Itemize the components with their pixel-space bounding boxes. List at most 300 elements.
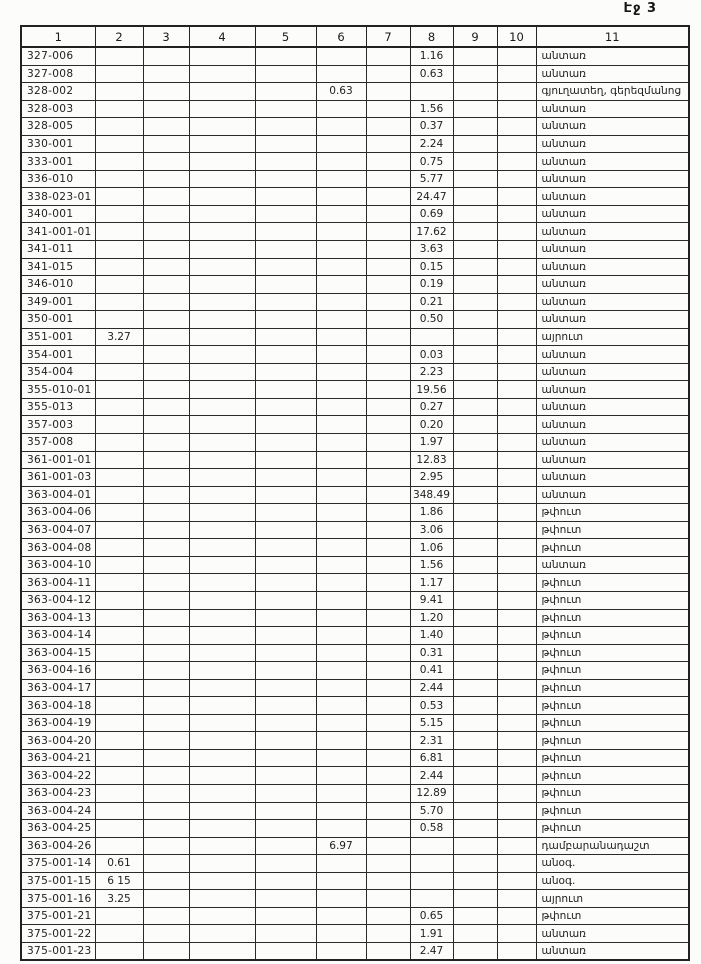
- value-cell: [143, 872, 189, 890]
- table-row: [21, 574, 689, 592]
- table-row: [21, 83, 689, 101]
- column-header: 10: [497, 26, 536, 47]
- value-cell: [316, 241, 366, 259]
- land-type-cell: անտառ: [536, 556, 689, 574]
- land-type-cell: անտառ: [536, 434, 689, 452]
- land-type-cell: անտառ: [536, 188, 689, 206]
- value-cell: [143, 416, 189, 434]
- value-cell: [316, 398, 366, 416]
- value-cell: 1.20: [410, 609, 453, 627]
- value-cell: [366, 188, 410, 206]
- value-cell: [95, 521, 143, 539]
- value-cell: [366, 714, 410, 732]
- value-cell: [255, 188, 316, 206]
- value-cell: [95, 591, 143, 609]
- value-cell: [453, 451, 497, 469]
- value-cell: [453, 732, 497, 750]
- page-number-label: Էջ 3: [623, 1, 657, 16]
- value-cell: [189, 205, 255, 223]
- value-cell: [366, 609, 410, 627]
- parcel-code-cell: 363-004-07: [21, 521, 95, 539]
- value-cell: [366, 890, 410, 908]
- value-cell: [497, 205, 536, 223]
- land-type-cell: դամբարանադաշտ: [536, 837, 689, 855]
- value-cell: [143, 346, 189, 364]
- value-cell: [366, 556, 410, 574]
- value-cell: [255, 258, 316, 276]
- column-header: 2: [95, 26, 143, 47]
- value-cell: [453, 820, 497, 838]
- value-cell: [453, 872, 497, 890]
- land-type-cell: անտառ: [536, 65, 689, 83]
- value-cell: [366, 153, 410, 171]
- table-row: [21, 398, 689, 416]
- value-cell: [316, 679, 366, 697]
- value-cell: [497, 556, 536, 574]
- value-cell: [189, 662, 255, 680]
- parcel-code-cell: 363-004-16: [21, 662, 95, 680]
- parcel-code-cell: 363-004-01: [21, 486, 95, 504]
- value-cell: [255, 627, 316, 645]
- value-cell: [366, 293, 410, 311]
- value-cell: [95, 398, 143, 416]
- value-cell: [255, 451, 316, 469]
- value-cell: [143, 118, 189, 136]
- value-cell: [143, 784, 189, 802]
- table-row: [21, 907, 689, 925]
- value-cell: [497, 574, 536, 592]
- table-row: [21, 293, 689, 311]
- value-cell: [255, 820, 316, 838]
- land-type-cell: թփուտ: [536, 732, 689, 750]
- value-cell: 0.15: [410, 258, 453, 276]
- value-cell: [189, 434, 255, 452]
- value-cell: [189, 135, 255, 153]
- land-type-cell: թփուտ: [536, 697, 689, 715]
- value-cell: [497, 416, 536, 434]
- parcel-code-cell: 355-010-01: [21, 381, 95, 399]
- value-cell: [189, 293, 255, 311]
- value-cell: [366, 170, 410, 188]
- value-cell: [453, 767, 497, 785]
- value-cell: [255, 907, 316, 925]
- value-cell: [366, 820, 410, 838]
- value-cell: [497, 872, 536, 890]
- parcel-code-cell: 363-004-17: [21, 679, 95, 697]
- parcel-code-cell: 375-001-16: [21, 890, 95, 908]
- value-cell: [497, 890, 536, 908]
- value-cell: 1.56: [410, 100, 453, 118]
- land-type-cell: անտառ: [536, 486, 689, 504]
- parcel-code-cell: 375-001-23: [21, 942, 95, 960]
- value-cell: [143, 434, 189, 452]
- value-cell: [453, 188, 497, 206]
- parcel-code-cell: 375-001-14: [21, 855, 95, 873]
- value-cell: [316, 118, 366, 136]
- land-type-cell: թփուտ: [536, 714, 689, 732]
- value-cell: [497, 381, 536, 399]
- value-cell: [366, 942, 410, 960]
- land-type-cell: անտառ: [536, 469, 689, 487]
- land-type-cell: անտառ: [536, 276, 689, 294]
- value-cell: [95, 784, 143, 802]
- value-cell: [316, 153, 366, 171]
- value-cell: [143, 398, 189, 416]
- table-row: [21, 451, 689, 469]
- land-type-cell: այրուտ: [536, 328, 689, 346]
- parcel-code-cell: 340-001: [21, 205, 95, 223]
- value-cell: [189, 416, 255, 434]
- value-cell: [366, 47, 410, 65]
- value-cell: [143, 100, 189, 118]
- value-cell: [189, 890, 255, 908]
- value-cell: 2.31: [410, 732, 453, 750]
- value-cell: [143, 837, 189, 855]
- land-type-cell: անտառ: [536, 205, 689, 223]
- value-cell: [143, 556, 189, 574]
- value-cell: 0.27: [410, 398, 453, 416]
- table-row: [21, 170, 689, 188]
- value-cell: [453, 556, 497, 574]
- value-cell: 3.25: [95, 890, 143, 908]
- value-cell: [316, 907, 366, 925]
- value-cell: [255, 100, 316, 118]
- value-cell: [95, 749, 143, 767]
- value-cell: [497, 539, 536, 557]
- value-cell: [366, 65, 410, 83]
- value-cell: [366, 697, 410, 715]
- value-cell: [189, 153, 255, 171]
- table-row: [21, 100, 689, 118]
- value-cell: [497, 100, 536, 118]
- table-row: [21, 328, 689, 346]
- land-type-cell: թփուտ: [536, 749, 689, 767]
- value-cell: [189, 820, 255, 838]
- value-cell: [143, 65, 189, 83]
- value-cell: [95, 802, 143, 820]
- value-cell: [316, 276, 366, 294]
- value-cell: [95, 223, 143, 241]
- value-cell: [366, 346, 410, 364]
- table-row: [21, 346, 689, 364]
- land-type-cell: անտառ: [536, 942, 689, 960]
- value-cell: 0.63: [410, 65, 453, 83]
- value-cell: 17.62: [410, 223, 453, 241]
- value-cell: [143, 714, 189, 732]
- value-cell: [316, 293, 366, 311]
- value-cell: 9.41: [410, 591, 453, 609]
- parcel-code-cell: 341-001-01: [21, 223, 95, 241]
- value-cell: [453, 679, 497, 697]
- land-type-cell: անօգ.: [536, 855, 689, 873]
- value-cell: 2.47: [410, 942, 453, 960]
- value-cell: [143, 925, 189, 943]
- value-cell: [255, 925, 316, 943]
- value-cell: [143, 574, 189, 592]
- parcel-code-cell: 351-001: [21, 328, 95, 346]
- value-cell: [497, 293, 536, 311]
- value-cell: [366, 135, 410, 153]
- value-cell: [316, 714, 366, 732]
- value-cell: 2.95: [410, 469, 453, 487]
- value-cell: [143, 363, 189, 381]
- land-type-cell: թփուտ: [536, 609, 689, 627]
- value-cell: [189, 521, 255, 539]
- value-cell: [453, 100, 497, 118]
- parcel-code-cell: 349-001: [21, 293, 95, 311]
- land-type-cell: թփուտ: [536, 679, 689, 697]
- parcel-code-cell: 363-004-24: [21, 802, 95, 820]
- value-cell: [143, 135, 189, 153]
- land-type-cell: անտառ: [536, 398, 689, 416]
- value-cell: 1.56: [410, 556, 453, 574]
- value-cell: 1.16: [410, 47, 453, 65]
- land-type-cell: թփուտ: [536, 521, 689, 539]
- value-cell: [95, 504, 143, 522]
- value-cell: [255, 504, 316, 522]
- value-cell: [95, 837, 143, 855]
- parcel-code-cell: 350-001: [21, 311, 95, 329]
- value-cell: [189, 469, 255, 487]
- value-cell: [497, 837, 536, 855]
- value-cell: [255, 83, 316, 101]
- value-cell: [95, 381, 143, 399]
- value-cell: [497, 521, 536, 539]
- land-type-cell: անտառ: [536, 170, 689, 188]
- value-cell: [453, 65, 497, 83]
- land-type-cell: անտառ: [536, 100, 689, 118]
- table-row: [21, 591, 689, 609]
- value-cell: [453, 521, 497, 539]
- value-cell: [143, 451, 189, 469]
- value-cell: [189, 47, 255, 65]
- land-type-cell: թփուտ: [536, 539, 689, 557]
- table-row: [21, 627, 689, 645]
- parcel-code-cell: 363-004-08: [21, 539, 95, 557]
- value-cell: [366, 925, 410, 943]
- parcel-code-cell: 341-015: [21, 258, 95, 276]
- value-cell: [497, 276, 536, 294]
- value-cell: [497, 153, 536, 171]
- value-cell: [189, 855, 255, 873]
- value-cell: [95, 434, 143, 452]
- value-cell: [255, 223, 316, 241]
- value-cell: [316, 223, 366, 241]
- value-cell: [366, 311, 410, 329]
- value-cell: [497, 434, 536, 452]
- value-cell: [316, 416, 366, 434]
- value-cell: [255, 837, 316, 855]
- value-cell: [255, 118, 316, 136]
- table-row: [21, 258, 689, 276]
- header-row: [21, 26, 689, 47]
- value-cell: [453, 609, 497, 627]
- column-header: 1: [21, 26, 95, 47]
- value-cell: 0.50: [410, 311, 453, 329]
- land-type-cell: գյուղատեղ, գերեզմանոց: [536, 83, 689, 101]
- value-cell: [255, 556, 316, 574]
- value-cell: [453, 223, 497, 241]
- value-cell: [255, 469, 316, 487]
- value-cell: [316, 697, 366, 715]
- value-cell: [95, 188, 143, 206]
- value-cell: [410, 890, 453, 908]
- table-row: [21, 820, 689, 838]
- value-cell: [143, 311, 189, 329]
- value-cell: [95, 135, 143, 153]
- table-row: [21, 223, 689, 241]
- value-cell: [497, 784, 536, 802]
- land-type-cell: անտառ: [536, 311, 689, 329]
- land-type-cell: թփուտ: [536, 820, 689, 838]
- value-cell: [95, 644, 143, 662]
- value-cell: [255, 153, 316, 171]
- value-cell: [143, 662, 189, 680]
- land-parcel-table: [20, 25, 690, 961]
- value-cell: [189, 609, 255, 627]
- value-cell: [189, 83, 255, 101]
- value-cell: [497, 820, 536, 838]
- value-cell: [366, 241, 410, 259]
- value-cell: [497, 170, 536, 188]
- value-cell: [189, 574, 255, 592]
- column-header: 9: [453, 26, 497, 47]
- value-cell: [316, 942, 366, 960]
- value-cell: [143, 820, 189, 838]
- value-cell: [453, 170, 497, 188]
- value-cell: [497, 47, 536, 65]
- column-header: 4: [189, 26, 255, 47]
- table-row: [21, 135, 689, 153]
- parcel-code-cell: 354-004: [21, 363, 95, 381]
- table-row: [21, 241, 689, 259]
- table-row: [21, 784, 689, 802]
- parcel-code-cell: 363-004-18: [21, 697, 95, 715]
- parcel-code-cell: 328-003: [21, 100, 95, 118]
- value-cell: [95, 363, 143, 381]
- value-cell: [189, 714, 255, 732]
- table-row: [21, 925, 689, 943]
- value-cell: [316, 784, 366, 802]
- value-cell: [453, 311, 497, 329]
- value-cell: [410, 837, 453, 855]
- value-cell: [410, 855, 453, 873]
- table-row: [21, 697, 689, 715]
- value-cell: [143, 767, 189, 785]
- value-cell: [453, 346, 497, 364]
- parcel-code-cell: 327-008: [21, 65, 95, 83]
- table-row: [21, 47, 689, 65]
- parcel-code-cell: 357-008: [21, 434, 95, 452]
- value-cell: [189, 311, 255, 329]
- value-cell: [255, 732, 316, 750]
- value-cell: [143, 609, 189, 627]
- parcel-code-cell: 361-001-03: [21, 469, 95, 487]
- value-cell: [255, 311, 316, 329]
- value-cell: [189, 749, 255, 767]
- land-type-cell: անտառ: [536, 241, 689, 259]
- value-cell: [497, 65, 536, 83]
- value-cell: [497, 802, 536, 820]
- value-cell: 0.21: [410, 293, 453, 311]
- value-cell: 0.37: [410, 118, 453, 136]
- value-cell: 0.75: [410, 153, 453, 171]
- value-cell: [189, 872, 255, 890]
- value-cell: [316, 627, 366, 645]
- table-row: [21, 644, 689, 662]
- value-cell: [453, 241, 497, 259]
- parcel-code-cell: 363-004-19: [21, 714, 95, 732]
- parcel-code-cell: 375-001-15: [21, 872, 95, 890]
- value-cell: [143, 223, 189, 241]
- parcel-code-cell: 363-004-20: [21, 732, 95, 750]
- value-cell: [453, 328, 497, 346]
- value-cell: [95, 153, 143, 171]
- value-cell: [316, 469, 366, 487]
- value-cell: 0.19: [410, 276, 453, 294]
- value-cell: [95, 416, 143, 434]
- land-type-cell: անտառ: [536, 293, 689, 311]
- column-header: 11: [536, 26, 689, 47]
- value-cell: [366, 83, 410, 101]
- value-cell: 0.65: [410, 907, 453, 925]
- value-cell: [497, 609, 536, 627]
- value-cell: [255, 609, 316, 627]
- value-cell: [95, 942, 143, 960]
- land-type-cell: թփուտ: [536, 907, 689, 925]
- value-cell: [316, 556, 366, 574]
- parcel-code-cell: 327-006: [21, 47, 95, 65]
- value-cell: [95, 539, 143, 557]
- value-cell: [497, 83, 536, 101]
- value-cell: [366, 328, 410, 346]
- value-cell: [189, 170, 255, 188]
- value-cell: [497, 398, 536, 416]
- value-cell: [316, 170, 366, 188]
- value-cell: [316, 802, 366, 820]
- parcel-code-cell: 363-004-06: [21, 504, 95, 522]
- value-cell: [189, 276, 255, 294]
- value-cell: [255, 47, 316, 65]
- value-cell: 1.06: [410, 539, 453, 557]
- value-cell: [95, 732, 143, 750]
- value-cell: [316, 486, 366, 504]
- value-cell: [366, 872, 410, 890]
- value-cell: [453, 539, 497, 557]
- parcel-code-cell: 333-001: [21, 153, 95, 171]
- value-cell: [189, 100, 255, 118]
- value-cell: [366, 363, 410, 381]
- value-cell: 19.56: [410, 381, 453, 399]
- value-cell: [366, 381, 410, 399]
- value-cell: [95, 311, 143, 329]
- value-cell: [316, 258, 366, 276]
- value-cell: [497, 644, 536, 662]
- value-cell: [366, 486, 410, 504]
- value-cell: [143, 591, 189, 609]
- value-cell: [95, 627, 143, 645]
- value-cell: 2.44: [410, 767, 453, 785]
- value-cell: [143, 644, 189, 662]
- table-row: [21, 118, 689, 136]
- value-cell: [189, 732, 255, 750]
- land-type-cell: անտառ: [536, 258, 689, 276]
- value-cell: [497, 732, 536, 750]
- value-cell: [366, 627, 410, 645]
- value-cell: [497, 469, 536, 487]
- parcel-code-cell: 336-010: [21, 170, 95, 188]
- parcel-code-cell: 330-001: [21, 135, 95, 153]
